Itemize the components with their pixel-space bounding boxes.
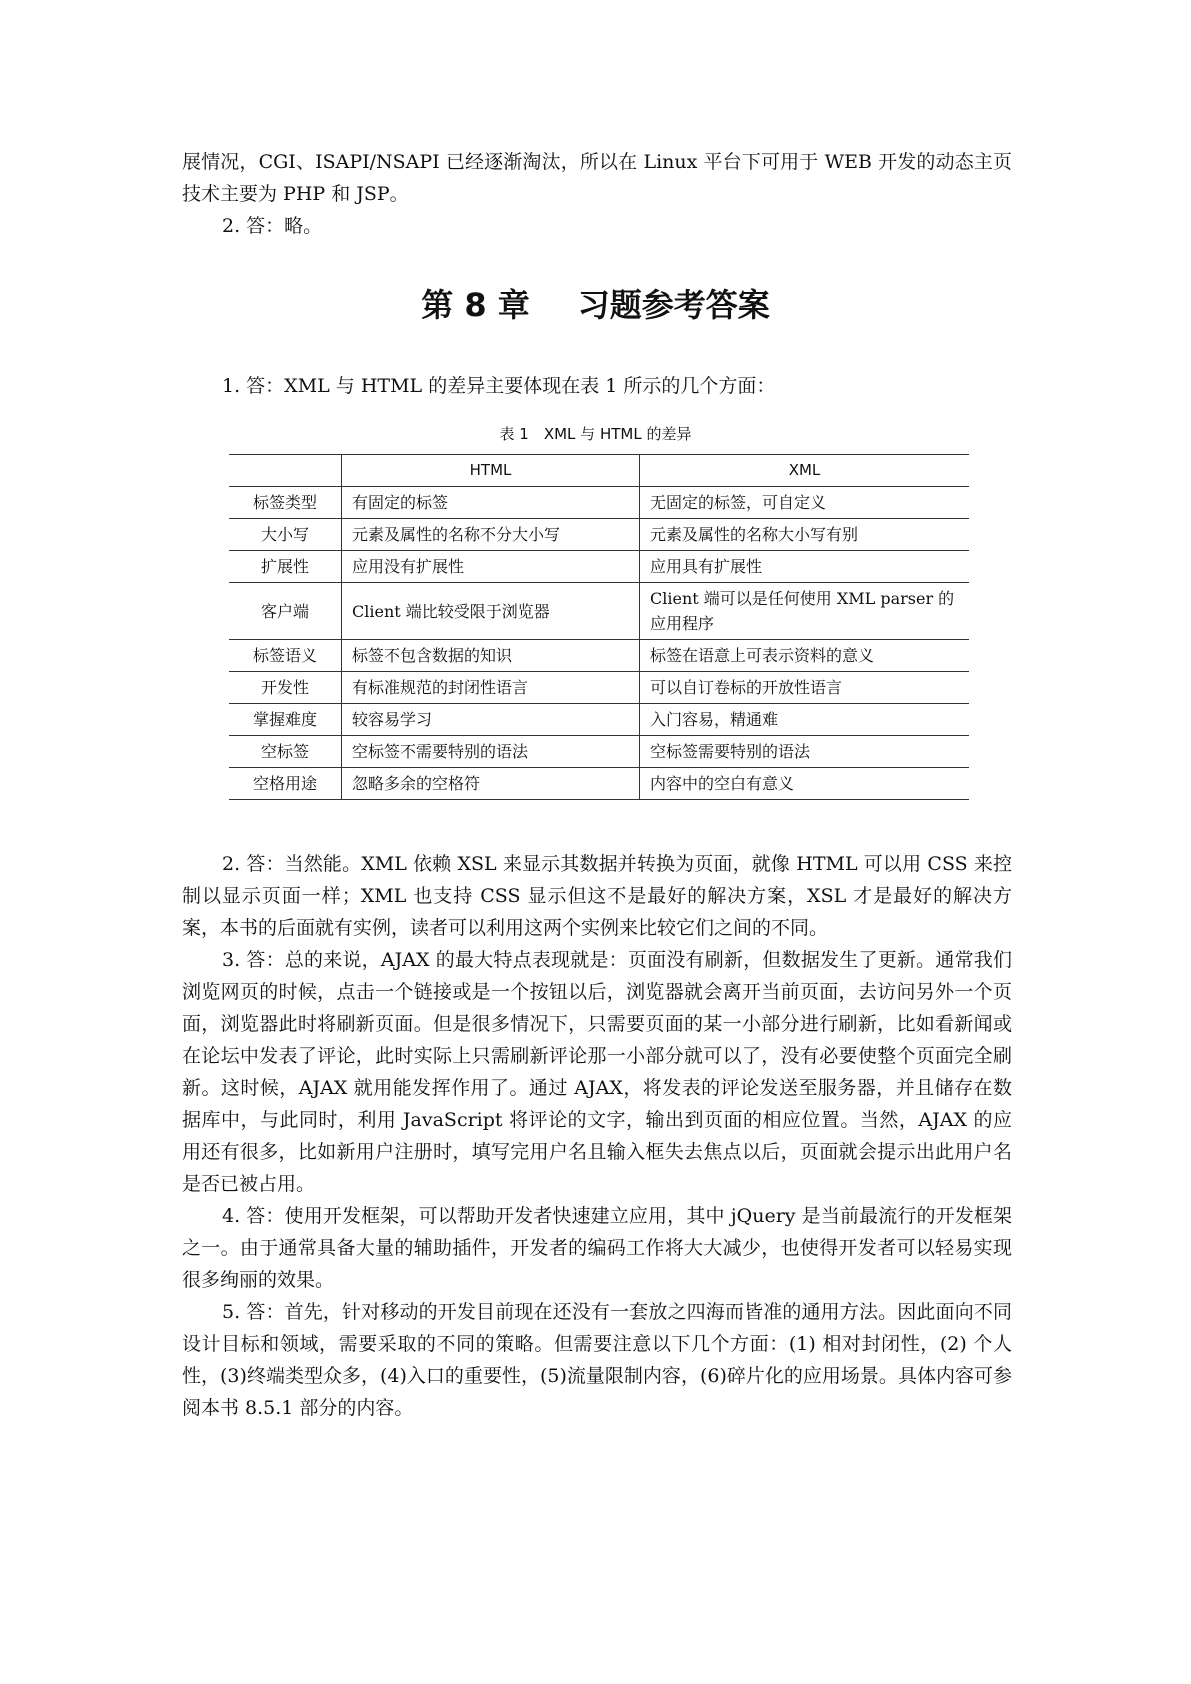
table-row	[229, 672, 969, 704]
answer-4: 4. 答：使用开发框架，可以帮助开发者快速建立应用，其中 jQuery 是当前最流行的开发框架之一。由于通常具备大量的辅助插件，开发者的编码工作将大大减少，也使得开发者可以轻易实现很多绚丽的效果。	[182, 1205, 1012, 1291]
html-cell: 忽略多余的空格符	[342, 768, 640, 800]
table-row	[229, 519, 969, 551]
answer-3: 3. 答：总的来说，AJAX 的最大特点表现就是：页面没有刷新，但数据发生了更新。通常我们浏览网页的时候，点击一个链接或是一个按钮以后，浏览器就会离开当前页面，去访问另外一个页面，浏览器此时将刷新页面。但是很多情况下，只需要页面的某一小部分进行刷新，比如看新闻或在论坛中发表了评论，此时实际上只需刷新评论那一小部分就可以了，没有必要使整个页面完全刷新。这时候，AJAX 就用能发挥作用了。通过 AJAX，将发表的评论发送至服务器，并且储存在数据库中，与此同时，利用 JavaScript 将评论的文字，输出到页面的相应位置。当然，AJAX 的应用还有很多，比如新用户注册时，填写完用户名且输入框失去焦点以后，页面就会提示出此用户名是否已被占用。	[182, 949, 1012, 1195]
header-cell-xml: XML	[640, 455, 970, 487]
answer-2-previous: 2. 答：略。	[222, 215, 323, 237]
xml-cell: 标签在语意上可表示资料的意义	[640, 640, 970, 672]
html-cell: 空标签不需要特别的语法	[342, 736, 640, 768]
comparison-table	[229, 454, 969, 800]
html-cell: Client 端比较受限于浏览器	[342, 583, 640, 640]
html-cell: 有固定的标签	[342, 487, 640, 519]
html-cell: 较容易学习	[342, 704, 640, 736]
answer-5: 5. 答：首先，针对移动的开发目前现在还没有一套放之四海而皆准的通用方法。因此面向不同设计目标和领域，需要采取的不同的策略。但需要注意以下几个方面：(1) 相对封闭性，(2) 个人性，(3)终端类型众多，(4)入口的重要性，(5)流量限制内容，(6)碎片化的应用场景。具体内容可参阅本书 8.5.1 部分的内容。	[182, 1301, 1012, 1419]
table-header-row	[229, 455, 969, 487]
table-row	[229, 640, 969, 672]
row-label: 空标签	[229, 736, 342, 768]
html-cell: 有标准规范的封闭性语言	[342, 672, 640, 704]
xml-cell: 空标签需要特别的语法	[640, 736, 970, 768]
chapter-title: 习题参考答案	[577, 286, 770, 324]
xml-cell: 内容中的空白有意义	[640, 768, 970, 800]
chapter-heading	[0, 283, 1191, 327]
table-row	[229, 551, 969, 583]
table-row	[229, 704, 969, 736]
top-section	[182, 146, 1012, 242]
html-cell: 标签不包含数据的知识	[342, 640, 640, 672]
xml-cell: Client 端可以是任何使用 XML parser 的应用程序	[640, 583, 970, 640]
row-label: 客户端	[229, 583, 342, 640]
q1-intro: 1. 答：XML 与 HTML 的差异主要体现在表 1 所示的几个方面：	[222, 375, 776, 397]
continuation-paragraph: 展情况，CGI、ISAPI/NSAPI 已经逐渐淘汰，所以在 Linux 平台下可用于 WEB 开发的动态主页技术主要为 PHP 和 JSP。	[182, 151, 1012, 205]
table-row	[229, 768, 969, 800]
xml-cell: 无固定的标签，可自定义	[640, 487, 970, 519]
chapter-number: 第 8 章	[421, 286, 530, 324]
row-label: 扩展性	[229, 551, 342, 583]
xml-cell: 元素及属性的名称大小写有别	[640, 519, 970, 551]
row-label: 标签语义	[229, 640, 342, 672]
header-cell-html: HTML	[342, 455, 640, 487]
xml-cell: 可以自订卷标的开放性语言	[640, 672, 970, 704]
html-cell: 元素及属性的名称不分大小写	[342, 519, 640, 551]
answer-2: 2. 答：当然能。XML 依赖 XSL 来显示其数据并转换为页面，就像 HTML 可以用 CSS 来控制以显示页面一样；XML 也支持 CSS 显示但这不是最好的解决方案，XSL 才是最好的解决方案，本书的后面就有实例，读者可以利用这两个实例来比较它们之间的不同。	[182, 853, 1012, 939]
xml-cell: 应用具有扩展性	[640, 551, 970, 583]
header-cell-empty	[229, 455, 342, 487]
answers-section	[182, 848, 1012, 1424]
q1-section	[182, 370, 1012, 402]
row-label: 空格用途	[229, 768, 342, 800]
table-row	[229, 487, 969, 519]
row-label: 开发性	[229, 672, 342, 704]
table-caption: 表 1 XML 与 HTML 的差异	[499, 425, 692, 443]
table-row	[229, 583, 969, 640]
table-row	[229, 736, 969, 768]
html-cell: 应用没有扩展性	[342, 551, 640, 583]
row-label: 标签类型	[229, 487, 342, 519]
row-label: 掌握难度	[229, 704, 342, 736]
xml-cell: 入门容易，精通难	[640, 704, 970, 736]
row-label: 大小写	[229, 519, 342, 551]
